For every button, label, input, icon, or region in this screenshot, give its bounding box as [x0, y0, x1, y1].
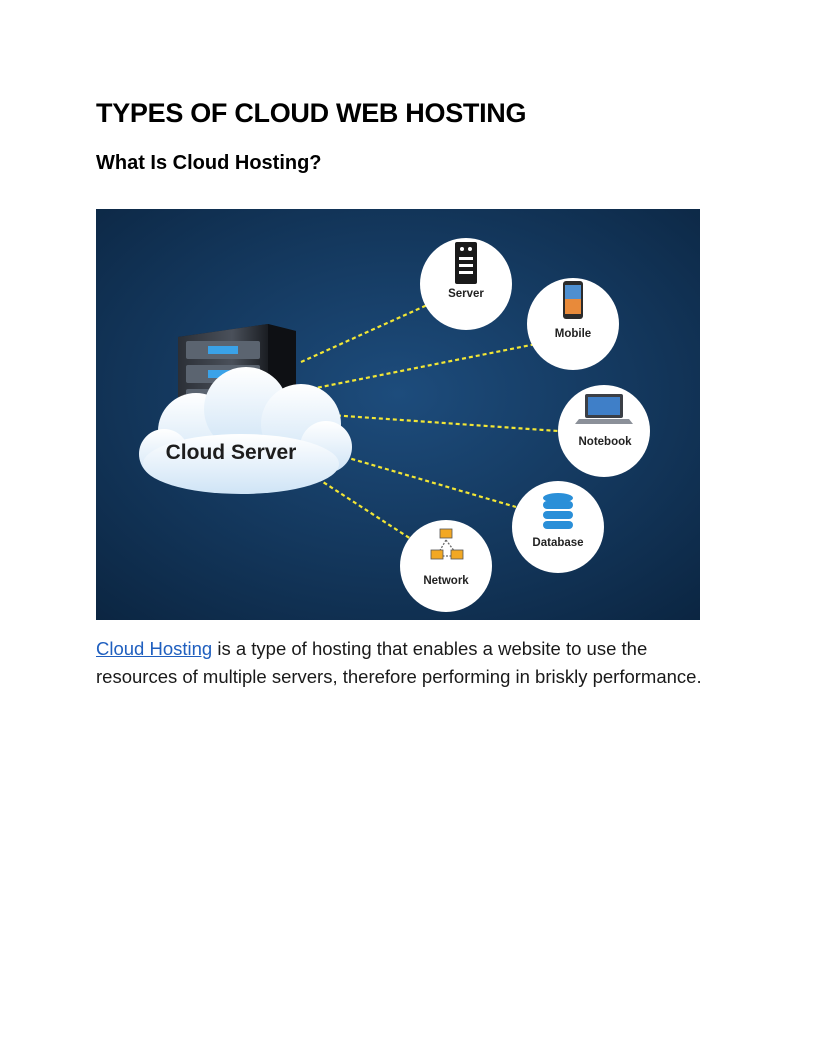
node-database — [512, 481, 604, 573]
server-label: Server — [448, 288, 484, 300]
node-network — [400, 520, 492, 612]
cloud-hosting-link[interactable]: Cloud Hosting — [96, 638, 213, 659]
database-icon — [543, 493, 573, 529]
cloud-server-label: Cloud Server — [165, 441, 297, 464]
mobile-label: Mobile — [554, 328, 592, 340]
network-label: Network — [423, 575, 469, 587]
page-title: TYPES OF CLOUD WEB HOSTING — [96, 98, 527, 128]
node-mobile — [527, 278, 619, 370]
notebook-label: Notebook — [578, 436, 632, 448]
paragraph-text: is a type of hosting that enables a website to use the resources of multiple servers, therefore performing in briskly performance. — [96, 638, 702, 687]
database-label: Database — [532, 537, 584, 549]
node-server — [420, 238, 512, 330]
smartphone-icon — [563, 281, 583, 319]
node-notebook — [558, 385, 650, 477]
section-heading: What Is Cloud Hosting? — [96, 152, 322, 174]
body-paragraph — [96, 635, 706, 691]
cloud-hosting-diagram — [96, 209, 700, 620]
server-icon — [455, 242, 477, 284]
